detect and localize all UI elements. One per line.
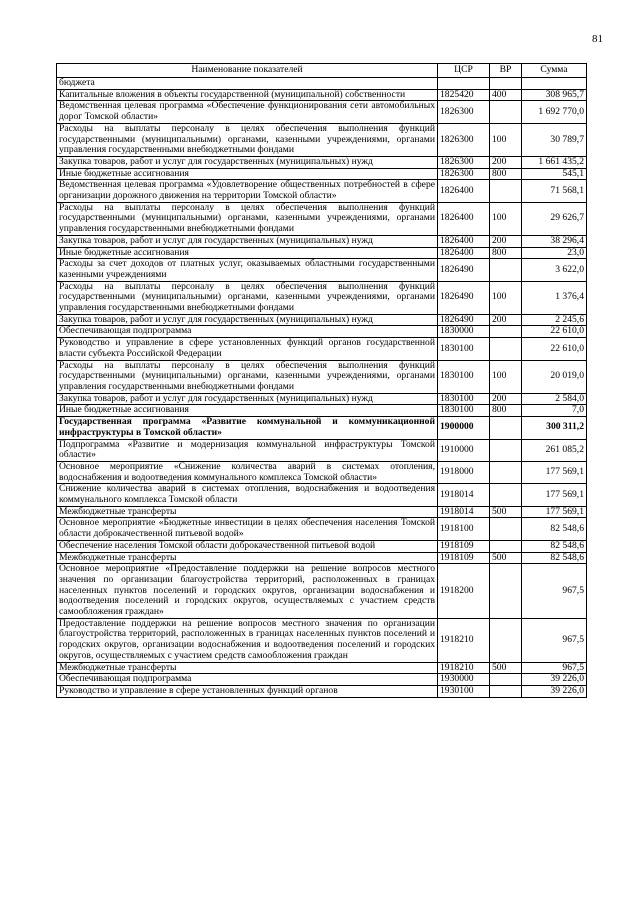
row-name: Иные бюджетные ассигнования [57, 405, 438, 417]
row-csr: 1826300 [438, 168, 490, 180]
row-sum: 29 626,7 [522, 202, 587, 235]
row-csr: 1918014 [438, 506, 490, 518]
row-vr: 100 [490, 123, 522, 156]
row-csr: 1826300 [438, 123, 490, 156]
table-row [57, 360, 587, 393]
row-vr [490, 674, 522, 686]
row-vr: 200 [490, 235, 522, 247]
row-sum: 71 568,1 [522, 180, 587, 202]
row-sum: 7,0 [522, 405, 587, 417]
header-vr: ВР [490, 64, 522, 78]
row-sum: 2 584,0 [522, 393, 587, 405]
row-vr: 500 [490, 552, 522, 564]
row-name: Закупка товаров, работ и услуг для государственных (муниципальных) нужд [57, 393, 438, 405]
row-sum [522, 78, 587, 90]
row-vr: 200 [490, 156, 522, 168]
row-sum: 38 296,4 [522, 235, 587, 247]
row-csr: 1830000 [438, 326, 490, 338]
row-csr: 1826400 [438, 202, 490, 235]
row-csr: 1826490 [438, 281, 490, 314]
table-row [57, 662, 587, 674]
header-name: Наименование показателей [57, 64, 438, 78]
row-sum: 2 245,6 [522, 314, 587, 326]
row-name: Ведомственная целевая программа «Удовлетворение общественных потребностей в сфере организации дорожного движения на территории Томской области» [57, 180, 438, 202]
table-row [57, 484, 587, 506]
row-vr [490, 417, 522, 439]
table-row [57, 417, 587, 439]
row-csr: 1900000 [438, 417, 490, 439]
row-csr: 1830100 [438, 393, 490, 405]
row-name: Подпрограмма «Развитие и модернизация коммунальной инфраструктуры Томской области» [57, 439, 438, 461]
row-sum: 1 376,4 [522, 281, 587, 314]
row-vr [490, 180, 522, 202]
table-row [57, 123, 587, 156]
row-sum: 177 569,1 [522, 484, 587, 506]
row-csr: 1918014 [438, 484, 490, 506]
row-vr [490, 439, 522, 461]
row-vr: 800 [490, 405, 522, 417]
row-csr: 1910000 [438, 439, 490, 461]
row-name: Расходы на выплаты персоналу в целях обеспечения выполнения функций государственными (муниципальными) органами, казенными учреждениями, органами управления государственными внебюджетными фондами [57, 123, 438, 156]
row-vr: 200 [490, 393, 522, 405]
row-csr: 1825420 [438, 89, 490, 101]
row-sum: 261 085,2 [522, 439, 587, 461]
table-row [57, 552, 587, 564]
row-csr: 1826400 [438, 180, 490, 202]
table-row [57, 281, 587, 314]
table-row [57, 202, 587, 235]
row-vr: 100 [490, 360, 522, 393]
table-row [57, 259, 587, 281]
table-row [57, 78, 587, 90]
row-csr [438, 78, 490, 90]
row-name: Капитальные вложения в объекты государственной (муниципальной) собственности [57, 89, 438, 101]
row-name: Руководство и управление в сфере установленных функций органов государственной власти субъекта Российской Федерации [57, 338, 438, 360]
row-sum: 177 569,1 [522, 506, 587, 518]
row-name: Основное мероприятие «Бюджетные инвестиции в целях обеспечения населения Томской области доброкачественной питьевой водой» [57, 518, 438, 540]
row-csr: 1918210 [438, 618, 490, 662]
table-row [57, 180, 587, 202]
row-name: Иные бюджетные ассигнования [57, 247, 438, 259]
table-row [57, 338, 587, 360]
table-row [57, 247, 587, 259]
row-vr: 800 [490, 168, 522, 180]
row-sum: 300 311,2 [522, 417, 587, 439]
table-row [57, 168, 587, 180]
table-row [57, 461, 587, 483]
row-sum: 22 610,0 [522, 338, 587, 360]
row-name: Межбюджетные трансферты [57, 552, 438, 564]
header-csr: ЦСР [438, 64, 490, 78]
row-name: Руководство и управление в сфере установленных функций органов [57, 685, 438, 697]
row-vr: 400 [490, 89, 522, 101]
row-sum: 39 226,0 [522, 674, 587, 686]
row-vr [490, 101, 522, 123]
row-name: Предоставление поддержки на решение вопросов местного значения по организации благоустройства территорий, расположенных в границах населенных пунктов поселений и городских округов, организации водоснабжения и водоотведения поселений и городских округов, осуществляемых с участием средств самообложения граждан [57, 618, 438, 662]
row-sum: 20 019,0 [522, 360, 587, 393]
row-csr: 1826300 [438, 156, 490, 168]
table-row [57, 156, 587, 168]
row-csr: 1918109 [438, 552, 490, 564]
row-vr [490, 564, 522, 619]
row-sum: 1 692 770,0 [522, 101, 587, 123]
row-name: Основное мероприятие «Снижение количества аварий в системах отопления, водоснабжения и водоотведения коммунального комплекса Томской области» [57, 461, 438, 483]
table-row [57, 674, 587, 686]
row-vr: 100 [490, 281, 522, 314]
row-name: Ведомственная целевая программа «Обеспечение функционирования сети автомобильных дорог Томской области» [57, 101, 438, 123]
table-row [57, 439, 587, 461]
budget-table [56, 63, 587, 698]
row-sum: 967,5 [522, 662, 587, 674]
row-vr [490, 518, 522, 540]
row-name: Основное мероприятие «Предоставление поддержки на решение вопросов местного значения по организации благоустройства территорий, расположенных в границах населенных пунктов поселений и городских округов, организации водоснабжения и водоотведения поселений и городских округов, осуществляемых с участием средств самообложения граждан» [57, 564, 438, 619]
row-vr [490, 540, 522, 552]
row-sum: 82 548,6 [522, 518, 587, 540]
row-name: бюджета [57, 78, 438, 90]
row-csr: 1826490 [438, 314, 490, 326]
table-row [57, 405, 587, 417]
row-vr: 800 [490, 247, 522, 259]
row-csr: 1826400 [438, 235, 490, 247]
row-name: Межбюджетные трансферты [57, 506, 438, 518]
row-name: Расходы на выплаты персоналу в целях обеспечения выполнения функций государственными (муниципальными) органами, казенными учреждениями, органами управления государственными внебюджетными фондами [57, 360, 438, 393]
row-vr: 500 [490, 506, 522, 518]
row-vr [490, 685, 522, 697]
row-name: Расходы за счет доходов от платных услуг, оказываемых областными государственными казенными учреждениями [57, 259, 438, 281]
row-vr [490, 618, 522, 662]
row-vr [490, 484, 522, 506]
header-sum: Сумма [522, 64, 587, 78]
row-sum: 3 622,0 [522, 259, 587, 281]
row-sum: 967,5 [522, 564, 587, 619]
table-row [57, 518, 587, 540]
row-sum: 1 661 435,2 [522, 156, 587, 168]
row-name: Снижение количества аварий в системах отопления, водоснабжения и водоотведения коммунального комплекса Томской области [57, 484, 438, 506]
row-csr: 1930100 [438, 685, 490, 697]
row-vr [490, 326, 522, 338]
table-body [57, 78, 587, 698]
row-vr [490, 259, 522, 281]
table-row [57, 618, 587, 662]
row-csr: 1826490 [438, 259, 490, 281]
row-name: Обеспечивающая подпрограмма [57, 674, 438, 686]
row-name: Обеспечение населения Томской области доброкачественной питьевой водой [57, 540, 438, 552]
row-csr: 1930000 [438, 674, 490, 686]
row-name: Закупка товаров, работ и услуг для государственных (муниципальных) нужд [57, 314, 438, 326]
row-name: Обеспечивающая подпрограмма [57, 326, 438, 338]
row-csr: 1918210 [438, 662, 490, 674]
row-name: Межбюджетные трансферты [57, 662, 438, 674]
page-number: 81 [592, 33, 603, 45]
row-sum: 30 789,7 [522, 123, 587, 156]
row-csr: 1918200 [438, 564, 490, 619]
table-row [57, 506, 587, 518]
row-sum: 82 548,6 [522, 552, 587, 564]
table-row [57, 235, 587, 247]
row-csr: 1830100 [438, 338, 490, 360]
row-name: Закупка товаров, работ и услуг для государственных (муниципальных) нужд [57, 156, 438, 168]
row-csr: 1826300 [438, 101, 490, 123]
row-name: Расходы на выплаты персоналу в целях обеспечения выполнения функций государственными (муниципальными) органами, казенными учреждениями, органами управления государственными внебюджетными фондами [57, 281, 438, 314]
row-csr: 1918109 [438, 540, 490, 552]
row-sum: 22 610,0 [522, 326, 587, 338]
row-csr: 1826400 [438, 247, 490, 259]
row-sum: 82 548,6 [522, 540, 587, 552]
table-row [57, 89, 587, 101]
row-csr: 1830100 [438, 360, 490, 393]
table-row [57, 326, 587, 338]
row-vr [490, 461, 522, 483]
row-vr [490, 78, 522, 90]
row-csr: 1918100 [438, 518, 490, 540]
row-csr: 1830100 [438, 405, 490, 417]
row-vr: 100 [490, 202, 522, 235]
row-vr: 200 [490, 314, 522, 326]
table-row [57, 393, 587, 405]
table-row [57, 685, 587, 697]
row-sum: 39 226,0 [522, 685, 587, 697]
table-row [57, 564, 587, 619]
row-sum: 545,1 [522, 168, 587, 180]
row-sum: 177 569,1 [522, 461, 587, 483]
row-sum: 308 965,7 [522, 89, 587, 101]
row-name: Расходы на выплаты персоналу в целях обеспечения выполнения функций государственными (муниципальными) органами, казенными учреждениями, органами управления государственными внебюджетными фондами [57, 202, 438, 235]
row-sum: 23,0 [522, 247, 587, 259]
row-vr: 500 [490, 662, 522, 674]
row-csr: 1918000 [438, 461, 490, 483]
table-row [57, 101, 587, 123]
table-row [57, 540, 587, 552]
row-sum: 967,5 [522, 618, 587, 662]
row-vr [490, 338, 522, 360]
row-name: Закупка товаров, работ и услуг для государственных (муниципальных) нужд [57, 235, 438, 247]
row-name: Иные бюджетные ассигнования [57, 168, 438, 180]
row-name: Государственная программа «Развитие коммунальной и коммуникационной инфраструктуры в Томской области» [57, 417, 438, 439]
table-row [57, 314, 587, 326]
table-header-row [57, 64, 587, 78]
